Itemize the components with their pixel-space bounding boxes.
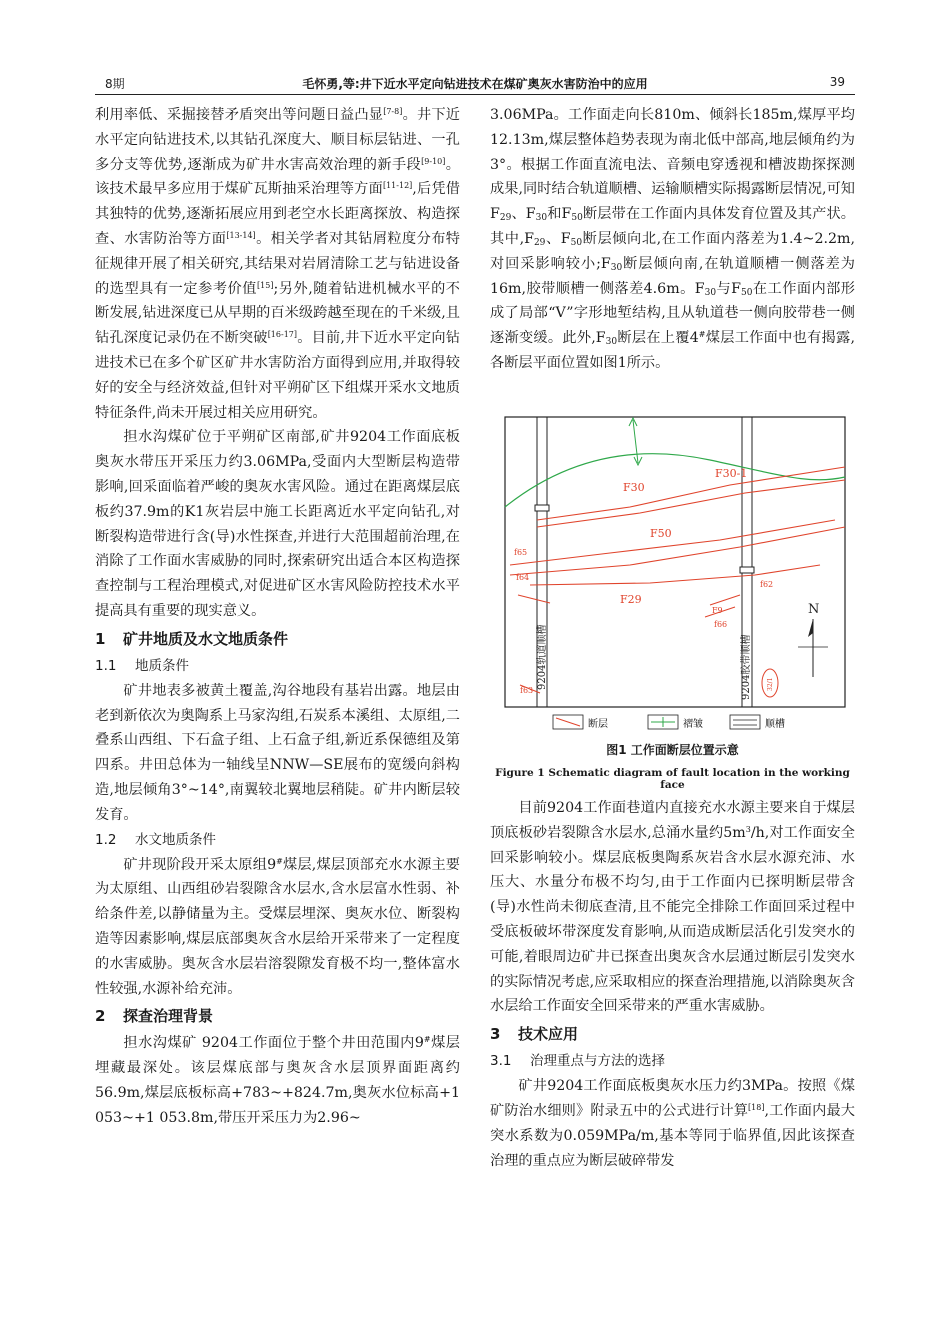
label-fe: F9	[712, 606, 723, 615]
paragraph-intro: 利用率低、采掘接替矛盾突出等问题日益凸显[7-8]。井下近水平定向钻进技术,以其钻孔深度大、顺目标层钻进、一孔多分支等优势,逐渐成为矿井水害高效治理的新手段[9-10]。该技术最早多应用于煤矿瓦斯抽采治理等方面[11-12],后凭借其独特的优势,逐渐拓展应用到老空水长距离探放、构造探查、水害防治等方面[13-14]。相关学者对其钻屑粒度分布特征规律开展了相关研究,其结果对岩屑清除工艺与钻进设备的选型具有一定参考价值[15];另外,随着钻进机械水平的不断发展,钻进深度已从早期的百米级跨越至现在的千米级,且钻孔深度记录仍在不断突破[16-17]。目前,井下近水平定向钻进技术已在多个矿区矿井水害防治方面得到应用,并取得较好的安全与经济效益,但针对平朔矿区下组煤开采水文地质特征条件,尚未开展过相关应用研究。	[95, 107, 460, 421]
label-fa: f65	[514, 548, 528, 557]
label-fb: f64	[516, 573, 530, 582]
running-title: 毛怀勇,等:井下近水平定向钻进技术在煤矿奥灰水害防治中的应用	[302, 77, 648, 91]
label-rail-roadway: 9204轨道顺槽	[537, 624, 548, 690]
paragraph-working-face: 担水沟煤矿 9204工作面位于整个井田范围内9#煤层埋藏最深处。该层煤底部与奥灰含水层顶界面距离约56.9m,煤层底板标高+783~+824.7m,奥灰水位标高+1 053~+1 053.8m,带压开采压力为2.96~	[95, 1035, 460, 1126]
subsection-heading-3-1: 3.1 治理重点与方法的选择	[490, 1053, 665, 1070]
north-label: N	[808, 602, 820, 617]
label-f30: F30	[623, 481, 645, 494]
paragraph-geology: 矿井地表多被黄土覆盖,沟谷地段有基岩出露。地层由老到新依次为奥陶系上马家沟组,石炭系本溪组、太原组,二叠系山西组、下石盒子组、上石盒子组,新近系保德组及第四系。井田总体为一轴线呈NNW—SE展布的宽缓向斜构造,地层倾角3°~14°,南翼较北翼地层稍陡。矿井内断层较发育。	[95, 682, 460, 823]
label-f29: F29	[620, 593, 642, 606]
right-column-top	[490, 103, 855, 376]
legend-fold-label: 褶皱	[683, 719, 703, 730]
paragraph-background: 担水沟煤矿位于平朔矿区南部,矿井9204工作面底板奥灰水带压开采压力约3.06MPa,受面内大型断层构造带影响,回采面临着严峻的奥灰水害风险。通过在距离煤层底板约37.9m的K1灰岩层中施工长距离近水平定向钻孔,对断裂构造带进行含(导)水性探查,并进行大范围超前治理,在消除了工作面水害威胁的同时,探索研究出适合本区构造探查控制与工程治理模式,对促进矿区水害风险防控技术水平提高具有重要的现实意义。	[95, 429, 460, 619]
section-heading-1: 1 矿井地质及水文地质条件	[95, 629, 289, 648]
paragraph-treatment: 矿井9204工作面底板奥灰水压力约3MPa。按照《煤矿防治水细则》附录五中的公式进行计算[18],工作面内最大突水系数为0.059MPa/m,基本等同于临界值,因此该探查治理的重点应为断层破碎带发	[490, 1078, 855, 1169]
section-heading-3: 3 技术应用	[490, 1025, 579, 1044]
figure-caption-en: Figure 1 Schematic diagram of fault location in the working face	[495, 767, 850, 791]
page-header	[95, 72, 855, 95]
label-fc: f62	[760, 580, 774, 589]
paragraph-faults: 3.06MPa。工作面走向长810m、倾斜长185m,煤厚平均12.13m,煤层整体趋势表现为南北低中部高,地层倾角约为3°。根据工作面直流电法、音频电穿透视和槽波勘探探测成果,同时结合轨道顺槽、运输顺槽实际揭露断层情况,可知$F_{29}$、$F_{30}$和$F_{50}$断层带在工作面内具体发育位置及其产状。其中$,F_{29}$、$F_{50}$断层倾向北,在工作面内落差为1.4~2.2m,对回采影响较小$;F_{30}$断层倾向南,在轨道顺槽一侧落差为16m,胶带顺槽一侧落差4.6m。$F_{30}$与$F_{50}$在工作面内部形成了局部“V”字形地堑结构,且从轨道巷一侧向胶带巷一侧逐渐变缓。此外$,F_{30}$断层在上覆4#煤层工作面中也有揭露,各断层平面位置如图1所示。	[490, 107, 855, 371]
right-column-bottom	[490, 796, 855, 1173]
roadway-marker	[740, 567, 754, 573]
issue-number: 8期	[105, 77, 125, 91]
legend-roadway-label: 顺槽	[765, 719, 785, 730]
legend-fault-label: 断层	[588, 719, 608, 730]
stamp-text: 32/1	[767, 677, 774, 691]
subsection-heading-1-1: 1.1 地质条件	[95, 657, 189, 674]
roadway-marker	[535, 505, 549, 511]
paragraph-hydrogeology: 矿井现阶段开采太原组9#煤层,煤层顶部充水水源主要为太原组、山西组砂岩裂隙含水层水,含水层富水性弱、补给条件差,以静储量为主。受煤层埋深、奥灰水位、断裂构造等因素影响,煤层底部奥灰含水层给开采带来了一定程度的水害威胁。奥灰含水层岩溶裂隙发育极不均一,整体富水性较强,水源补给充沛。	[95, 856, 460, 997]
label-f50: F50	[650, 527, 672, 540]
paragraph-water-source: 目前9204工作面巷道内直接充水水源主要来自于煤层顶底板砂岩裂隙含水层水,总涌水量约$5m^3/h$,对工作面安全回采影响较小。煤层底板奥陶系灰岩含水层水源充沛、水压大、水量分布极不均匀,由于工作面内已探明断层带含(导)水性尚未彻底查清,且不能完全排除工作面回采过程中受底板破坏带深度发育影响,从而造成断层活化引发突水的可能,着眼周边矿井已探查出奥灰含水层通过断层引发突水的实际情况考虑,应采取相应的探查治理措施,以消除奥灰含水层给工作面安全回采带来的严重水害威胁。	[490, 800, 855, 1015]
left-column	[95, 103, 460, 1130]
label-ff: f66	[714, 620, 728, 629]
page-number: 39	[829, 75, 845, 89]
label-fd: f63	[520, 686, 534, 695]
label-f30-1: F30-1	[715, 467, 748, 480]
legend-roadway-icon	[730, 715, 760, 729]
label-belt-roadway: 9204胶带顺槽	[741, 634, 752, 700]
map-frame	[505, 417, 845, 707]
figure-fault-map	[490, 415, 855, 788]
subsection-heading-1-2: 1.2 水文地质条件	[95, 831, 216, 848]
fault-map-svg	[490, 415, 855, 745]
section-heading-2: 2 探查治理背景	[95, 1007, 214, 1026]
figure-caption-cn: 图1 工作面断层位置示意	[606, 743, 739, 757]
